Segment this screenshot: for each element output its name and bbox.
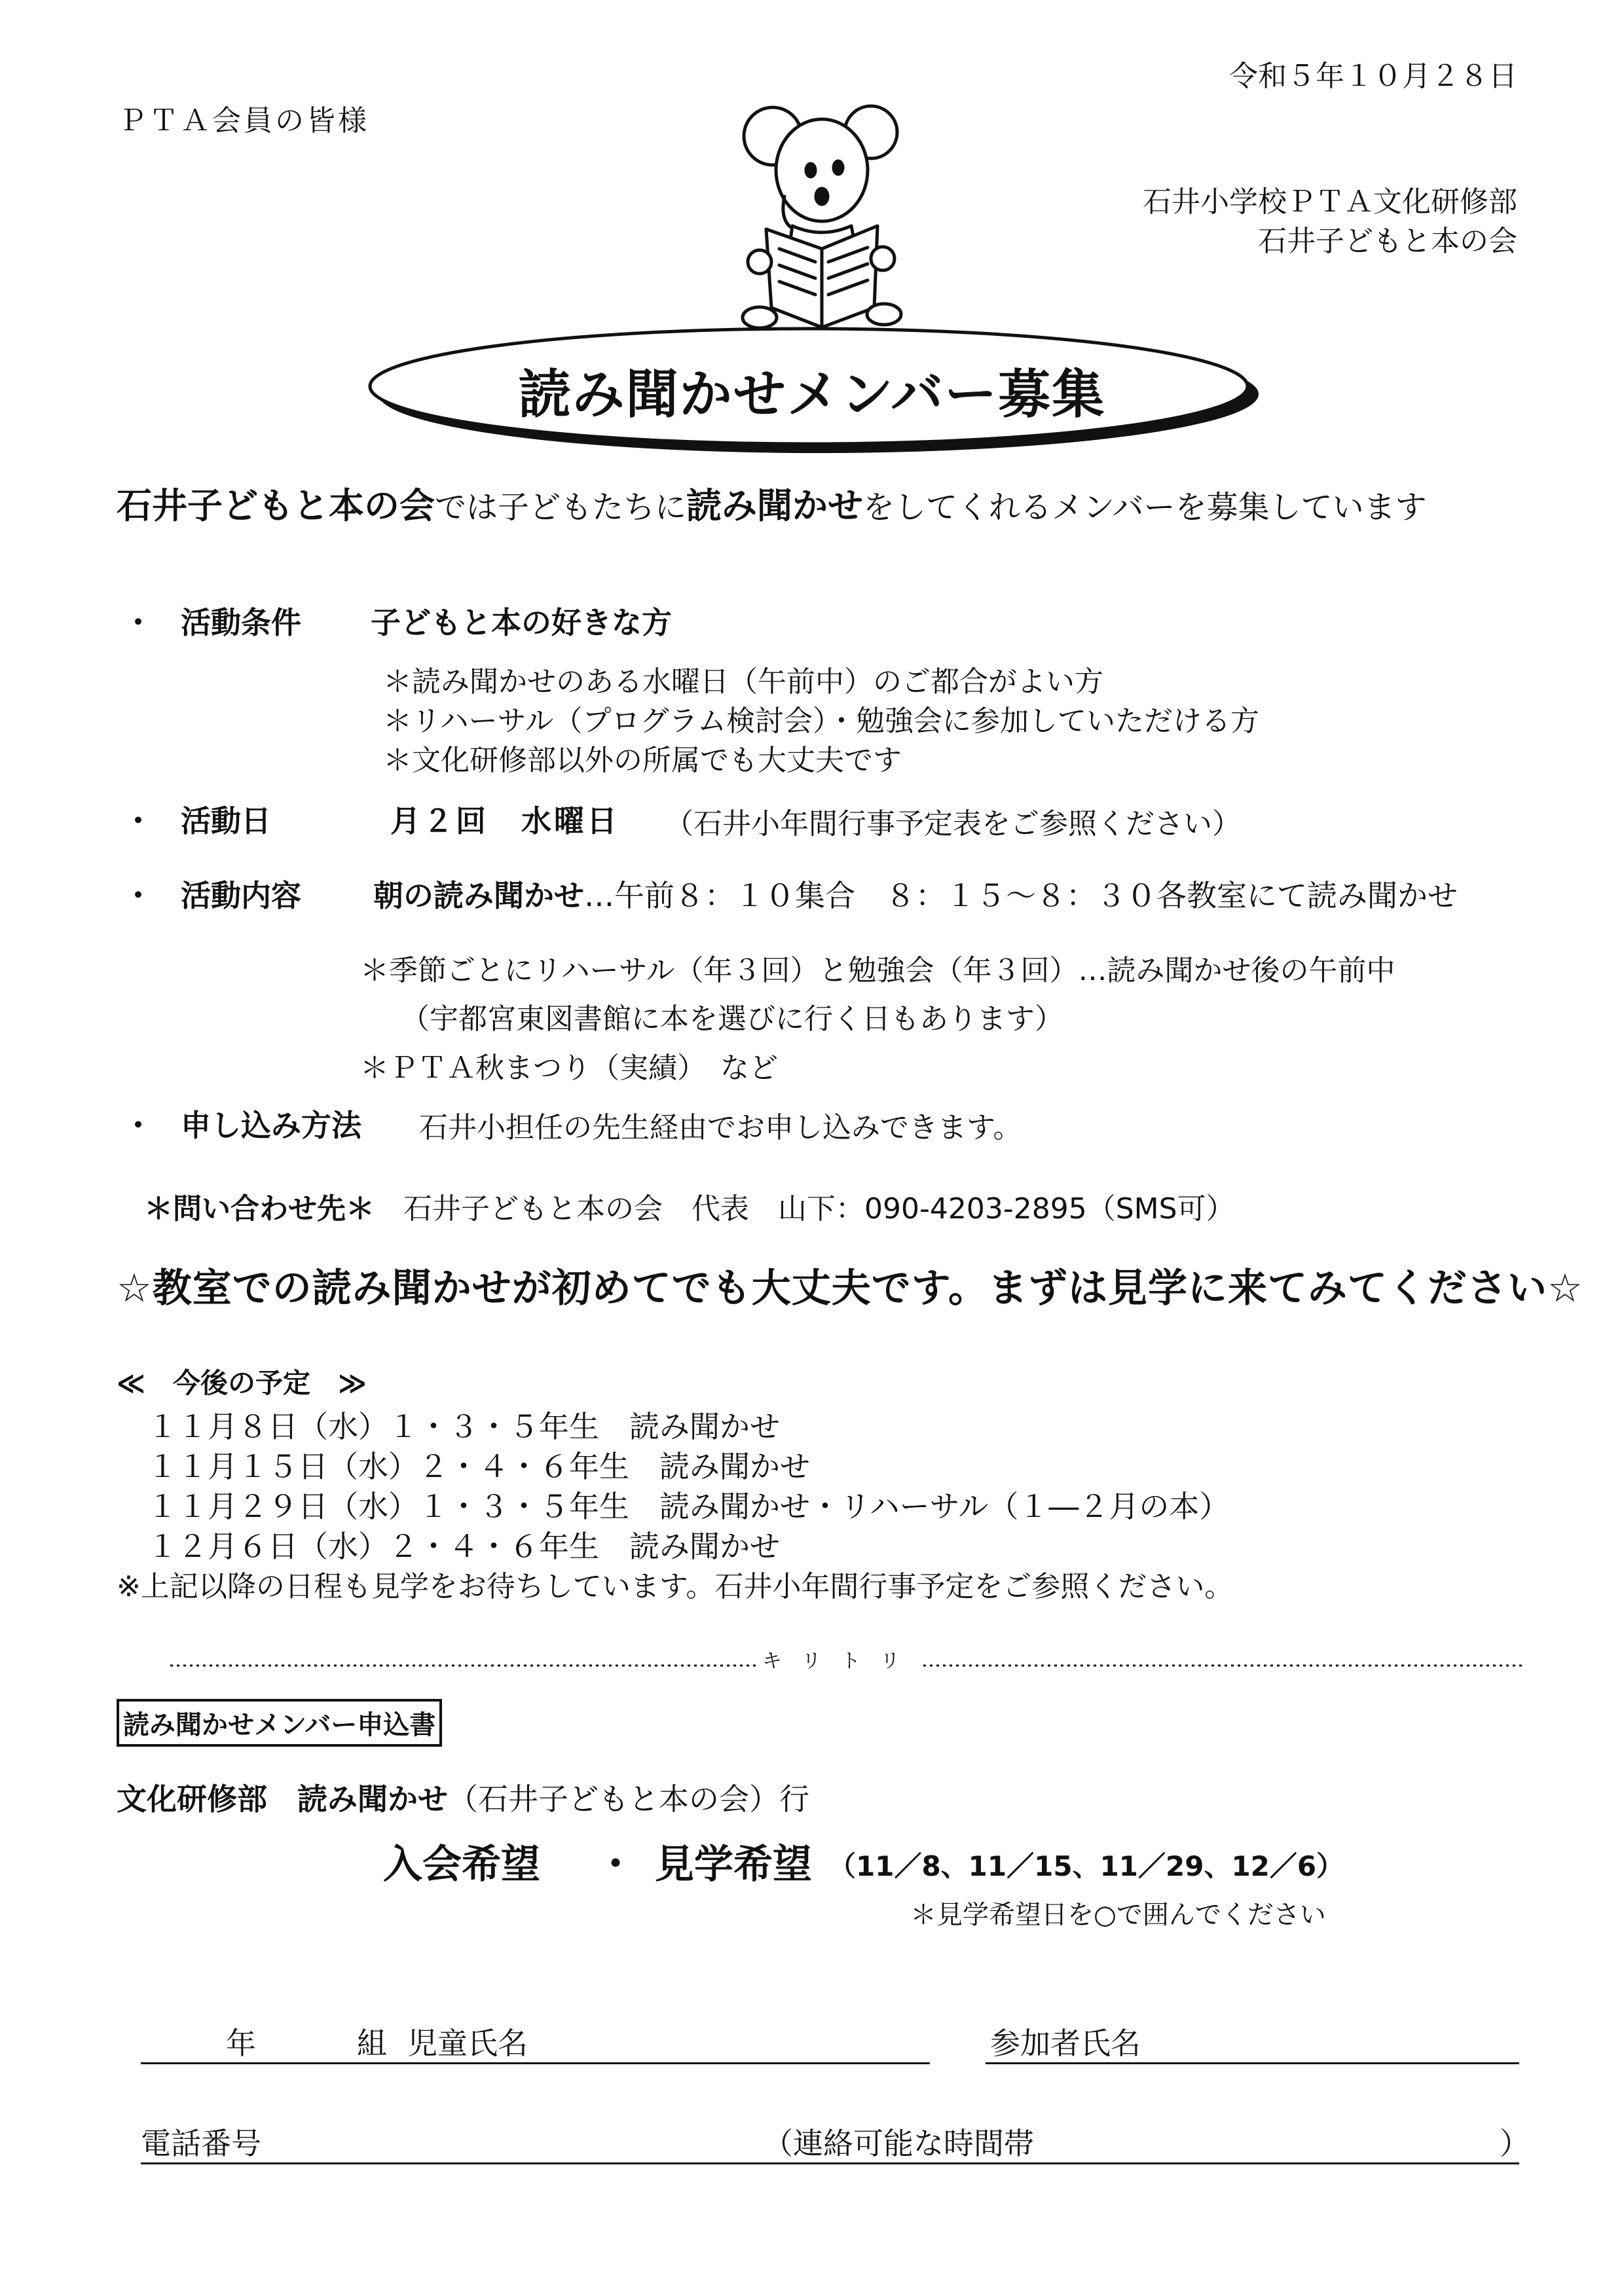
activity-content-note: ＊季節ごとにリハーサル（年３回）と勉強会（年３回）…読み聞かせ後の午前中 (360, 954, 1395, 987)
phone-label: 電話番号 (141, 2126, 261, 2161)
schedule-item: １１月８日（水）１・３・５年生 読み聞かせ (147, 1409, 780, 1444)
mouse-reading-book-icon (733, 98, 910, 334)
conditions-note: ＊文化研修部以外の所属でも大丈夫です (383, 744, 902, 777)
schedule-item: １１月１５日（水）２・４・６年生 読み聞かせ (147, 1449, 810, 1484)
bullet: ・ (123, 803, 153, 839)
application-label: 申し込み方法 (181, 1108, 361, 1143)
intro-part-2: をしてくれるメンバーを募集しています (863, 489, 1427, 526)
conditions-note: ＊リハーサル（プログラム検討会）・勉強会に参加していただける方 (383, 704, 1260, 738)
bullet: ・ (123, 1108, 153, 1143)
conditions-label: 活動条件 (181, 605, 301, 640)
form-recipient-bold: 文化研修部 読み聞かせ (117, 1781, 448, 1817)
activity-content-note: ＊ＰＴＡ秋まつり（実績） など (360, 1051, 778, 1085)
schedule-item: １２月６日（水）２・４・６年生 読み聞かせ (147, 1529, 780, 1564)
organization-line-1: 石井小学校ＰＴＡ文化研修部 (1143, 185, 1517, 219)
contact-value: 石井子どもと本の会 代表 山下：090-4203-2895（SMS可） (403, 1192, 1235, 1226)
form-recipient (117, 1776, 809, 1819)
bullet: ・ (123, 605, 153, 640)
form-recipient-rest: （石井子どもと本の会）行 (448, 1781, 809, 1817)
document-date: 令和５年１０月２８日 (1229, 60, 1517, 93)
child-name-field[interactable] (141, 2062, 930, 2064)
schedule-item: １１月２９日（水）１・３・５年生 読み聞かせ・リハーサル（１―２月の本） (147, 1489, 1230, 1524)
year-label: 年 (226, 2026, 256, 2061)
intro-part-1: では子どもたちに (435, 489, 687, 526)
contact-label: ＊問い合わせ先＊ (144, 1192, 375, 1226)
contact-line (144, 1185, 1235, 1227)
page-title: 読み聞かせメンバー募集 (518, 364, 1106, 425)
form-title: 読み聞かせメンバー申込書 (117, 1699, 442, 1747)
option-separator: ・ (596, 1842, 635, 1887)
cut-label: キリトリ (760, 1645, 922, 1673)
visit-note: ＊見学希望日を○で囲んでください (910, 1900, 1326, 1930)
activity-content-label: 活動内容 (181, 878, 301, 913)
schedule-note: ※上記以降の日程も見学をお待ちしています。石井小年間行事予定をご参照ください。 (117, 1570, 1234, 1603)
title-banner (354, 321, 1270, 458)
addressee: ＰＴＡ会員の皆様 (118, 104, 369, 137)
conditions-note: ＊読み聞かせのある水曜日（午前中）のご都合がよい方 (383, 665, 1103, 699)
activity-content-rest: …午前８：１０集合 ８：１５～８：３０各教室にて読み聞かせ (584, 878, 1458, 913)
welcome-message: ☆教室での読み聞かせが初めてでも大丈夫です。まずは見学に来てみてください☆ (117, 1266, 1583, 1311)
participant-name-field[interactable] (986, 2062, 1519, 2064)
conditions-value: 子どもと本の好きな方 (371, 605, 672, 640)
schedule-title: ≪ 今後の予定 ≫ (117, 1367, 367, 1399)
join-option[interactable]: 入会希望 (383, 1842, 540, 1887)
visit-option[interactable]: 見学希望 (655, 1842, 812, 1887)
activity-content-bold: 朝の読み聞かせ (373, 878, 584, 913)
contact-time-label: （連絡可能な時間帯 (763, 2126, 1034, 2161)
application-value: 石井小担任の先生経由でお申し込みできます。 (419, 1111, 1022, 1144)
activity-content-value (373, 872, 1458, 915)
participant-name-label: 参加者氏名 (990, 2026, 1141, 2061)
contact-time-close: ） (1500, 2126, 1530, 2161)
intro-sentence (117, 478, 1427, 528)
organization-line-2: 石井子どもと本の会 (1258, 225, 1517, 258)
intro-group-name: 石井子どもと本の会 (117, 485, 435, 526)
activity-day-note: （石井小年間行事予定表をご参照ください） (665, 807, 1241, 841)
child-name-label: 児童氏名 (407, 2026, 528, 2061)
activity-day-label: 活動日 (181, 803, 271, 839)
intro-emphasis: 読み聞かせ (686, 485, 864, 526)
bullet: ・ (123, 878, 153, 913)
activity-content-note: （宇都宮東図書館に本を選びに行く日もあります） (401, 1002, 1063, 1036)
class-label: 組 (357, 2026, 387, 2061)
phone-field[interactable] (141, 2162, 1519, 2164)
visit-dates[interactable]: （11／8、11／15、11／29、12／6） (828, 1850, 1344, 1882)
activity-day-value: 月２回 水曜日 (390, 803, 619, 839)
